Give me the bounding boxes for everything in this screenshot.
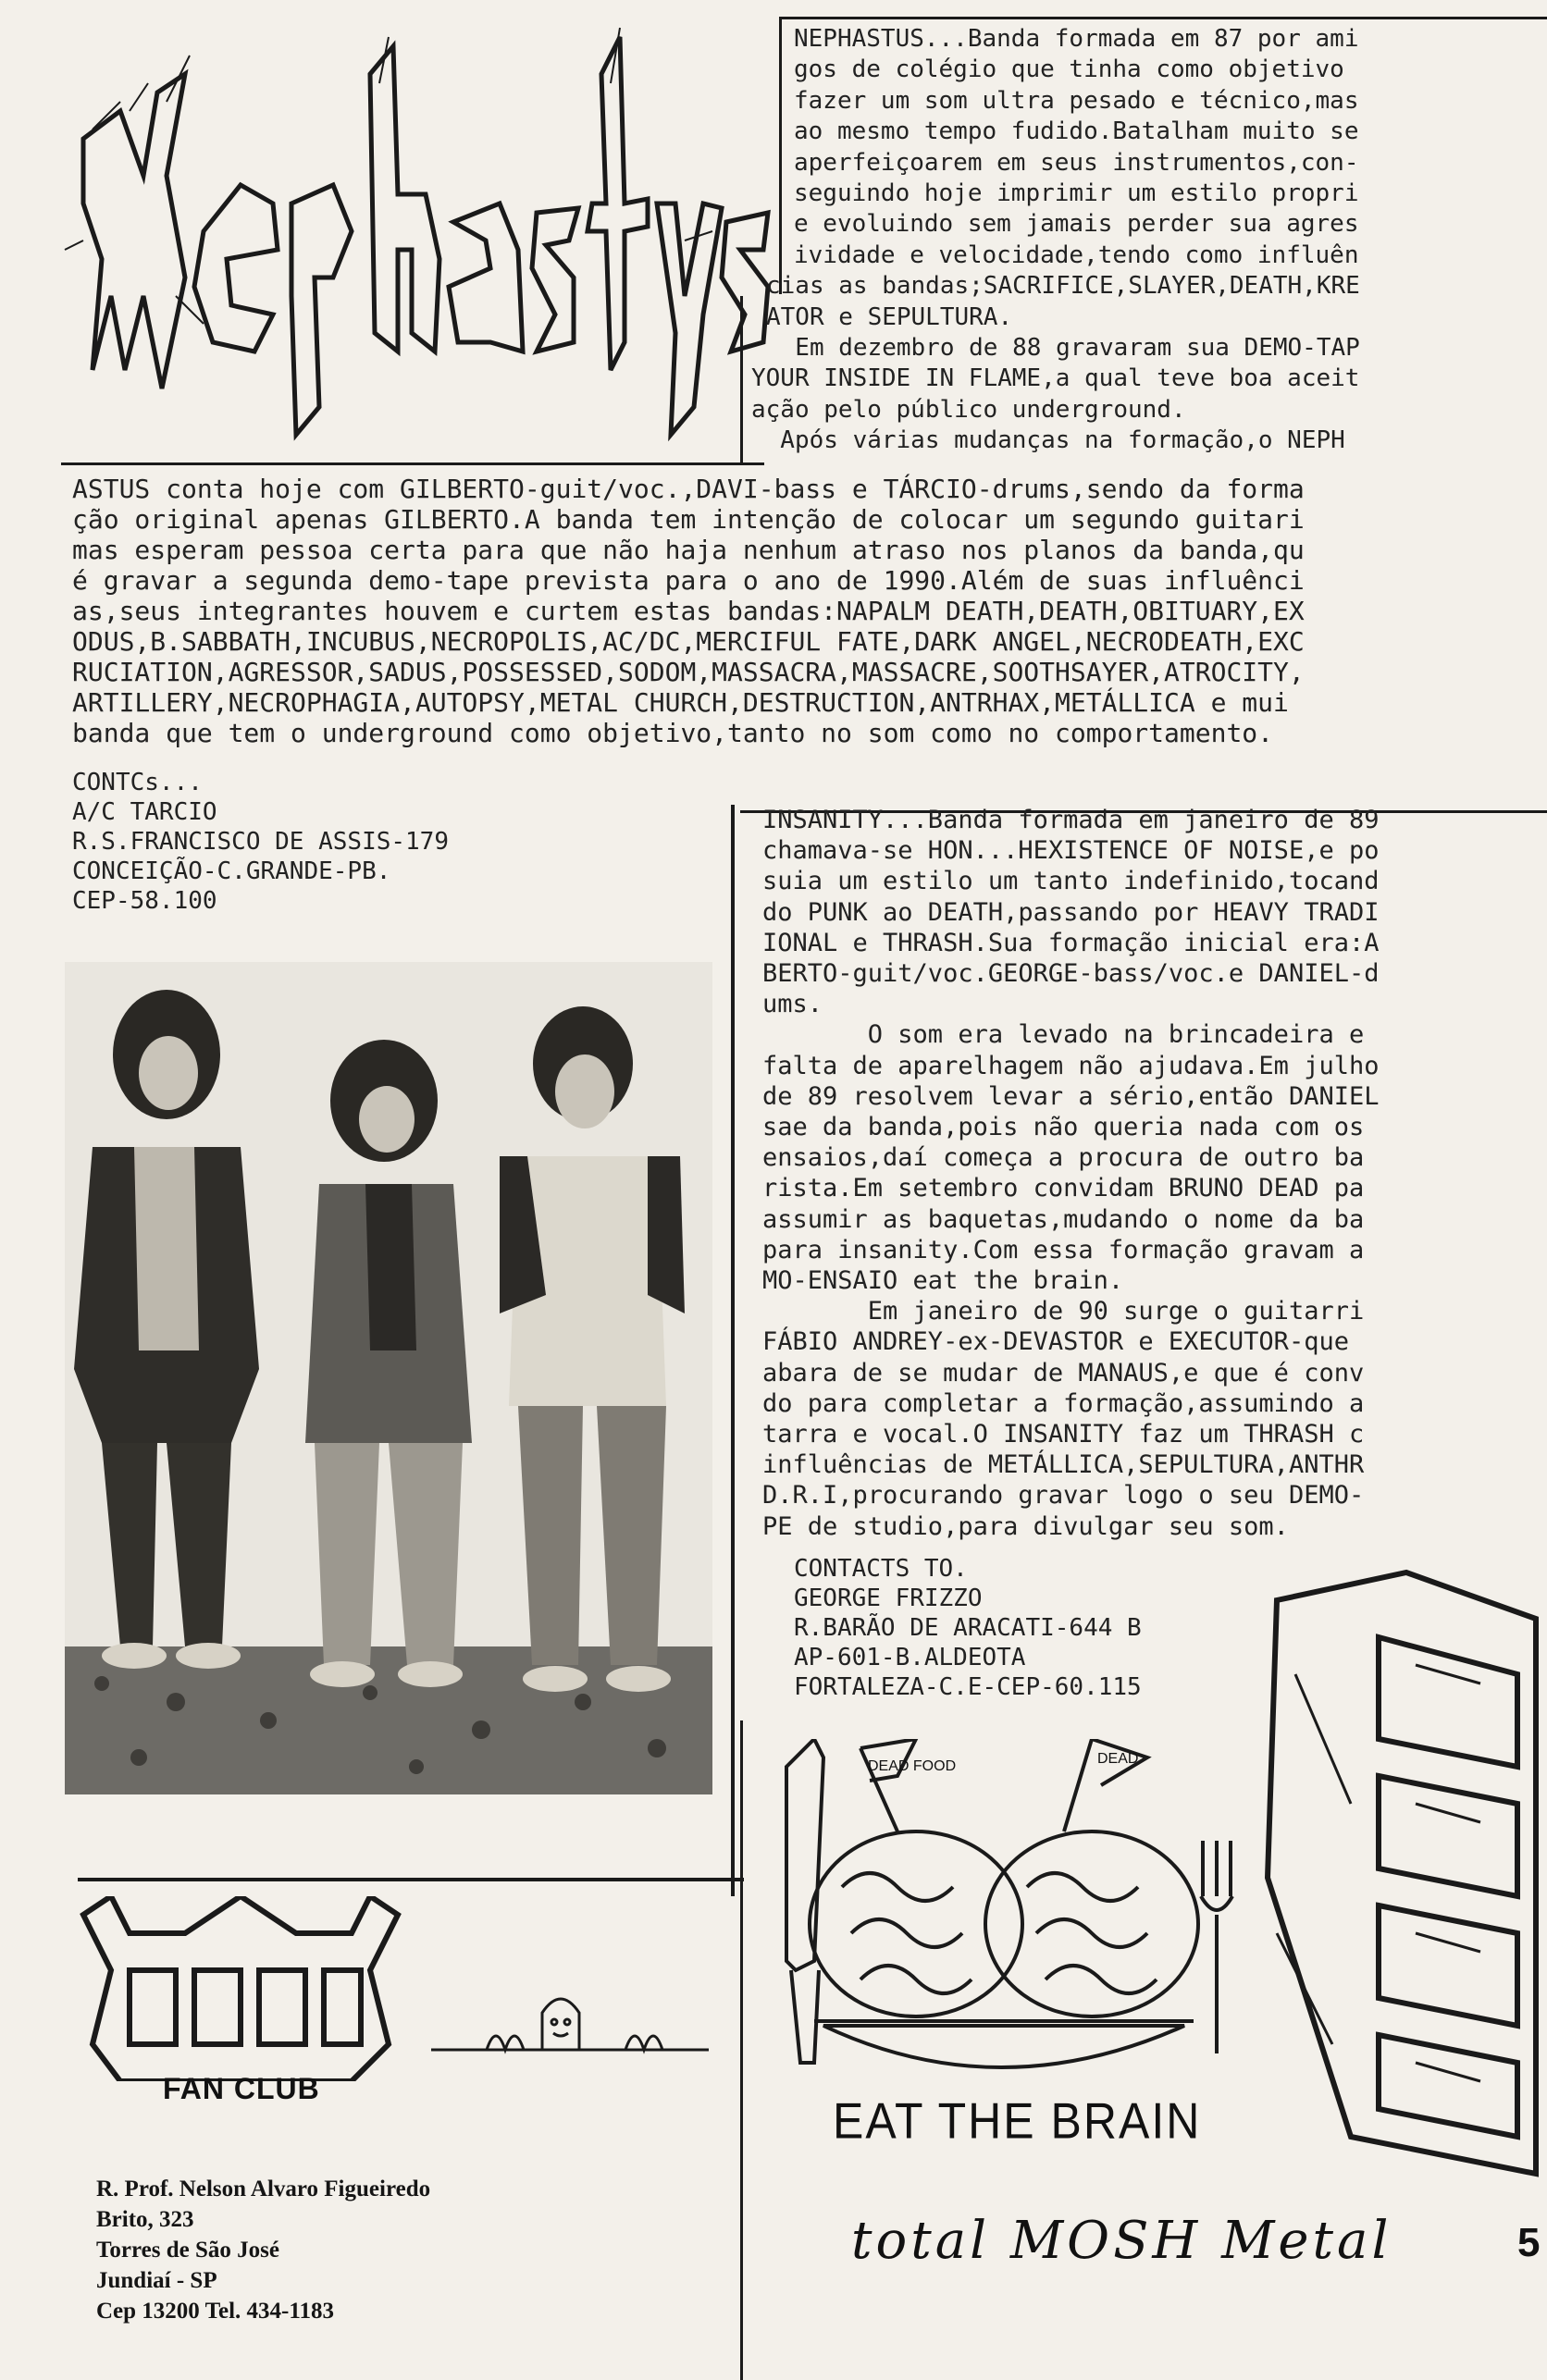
- text-line: é gravar a segunda demo-tape prevista para o ano de 1990.Além de suas influênci: [72, 565, 1305, 596]
- nephastus-logo: [56, 18, 786, 462]
- text-line: ao mesmo tempo fudido.Batalham muito se: [794, 117, 1359, 146]
- total-mosh-metal-slogan: total MOSH Metal: [851, 2211, 1392, 2271]
- brain-illustration: [759, 1739, 1240, 2090]
- flag-right-text: DEAD: [1097, 1751, 1139, 1767]
- text-line: cias as bandas;SACRIFICE,SLAYER,DEATH,KRE: [766, 272, 1360, 301]
- text-line: falta de aparelhagem não ajudava.Em julho: [762, 1051, 1380, 1080]
- text-line: do PUNK ao DEATH,passando por HEAVY TRADI: [762, 897, 1380, 927]
- text-line: R.S.FRANCISCO DE ASSIS-179: [72, 828, 449, 856]
- insanity-body-text: [762, 805, 1547, 1542]
- text-line: CONTCs...: [72, 769, 203, 796]
- text-line: ATOR e SEPULTURA.: [766, 302, 1013, 331]
- text-line: ARTILLERY,NECROPHAGIA,AUTOPSY,METAL CHURCH,DESTRUCTION,ANTRHAX,METÁLLICA e mui: [72, 687, 1289, 718]
- divider: [78, 1878, 744, 1881]
- text-line: D.R.I,procurando gravar logo o seu DEMO-: [762, 1481, 1365, 1511]
- text-line: fazer um som ultra pesado e técnico,mas: [794, 86, 1359, 115]
- text-line: CONTACTS TO.: [794, 1555, 968, 1583]
- text-line: Jundiaí - SP: [96, 2268, 217, 2293]
- text-line: seguindo hoje imprimir um estilo propri: [794, 179, 1359, 208]
- fan-club-address: [96, 2174, 466, 2326]
- text-line: R. Prof. Nelson Alvaro Figueiredo Brito, 323: [96, 2177, 431, 2232]
- corpse-logo: [74, 1896, 407, 2081]
- text-line: ação pelo público underground.: [751, 395, 1186, 424]
- text-line: RUCIATION,AGRESSOR,SADUS,POSSESSED,SODOM,MASSACRA,MASSACRE,SOOTHSAYER,ATROCITY,: [72, 657, 1305, 687]
- divider: [61, 462, 764, 465]
- text-line: aperfeiçoarem em seus instrumentos,con-: [794, 148, 1359, 177]
- text-line: GEORGE FRIZZO: [794, 1585, 983, 1612]
- text-line: de 89 resolvem levar a sério,então DANIEL: [762, 1081, 1380, 1111]
- text-line: do para completar a formação,assumindo a: [762, 1388, 1365, 1418]
- text-line: ção original apenas GILBERTO.A banda tem intenção de colocar um segundo guitari: [72, 504, 1305, 535]
- insanity-logo: [1240, 1563, 1547, 2192]
- divider: [731, 805, 735, 1896]
- text-line: e evoluindo sem jamais perder sua agres: [794, 210, 1359, 239]
- eat-the-brain-title: EAT THE BRAIN: [833, 2092, 1202, 2150]
- text-line: ensaios,daí começa a procura de outro ba: [762, 1143, 1365, 1173]
- text-line: suia um estilo um tanto indefinido,tocand: [762, 867, 1380, 896]
- text-line: Em dezembro de 88 gravaram sua DEMO-TAP: [766, 334, 1360, 363]
- text-line: NEPHASTUS...Banda formada em 87 por ami: [794, 25, 1359, 53]
- nephastus-body-text: [72, 474, 1547, 748]
- text-line: gos de colégio que tinha como objetivo: [794, 55, 1344, 84]
- text-line: ASTUS conta hoje com GILBERTO-guit/voc.,DAVI-bass e TÁRCIO-drums,sendo da forma: [72, 474, 1305, 504]
- text-line: FÁBIO ANDREY-ex-DEVASTOR e EXECUTOR-que: [762, 1327, 1349, 1357]
- nephastus-intro-text: [751, 24, 1547, 457]
- text-line: IONAL e THRASH.Sua formação inicial era:A: [762, 928, 1380, 957]
- text-line: chamava-se HON...HEXISTENCE OF NOISE,e po: [762, 836, 1380, 866]
- insanity-contacts: [794, 1554, 1312, 1702]
- text-line: ODUS,B.SABBATH,INCUBUS,NECROPOLIS,AC/DC,MERCIFUL FATE,DARK ANGEL,NECRODEATH,EXC: [72, 626, 1305, 657]
- text-line: MO-ENSAIO eat the brain.: [762, 1266, 1124, 1296]
- fan-club-label: FAN CLUB: [163, 2072, 320, 2105]
- text-line: rista.Em setembro convidam BRUNO DEAD pa: [762, 1174, 1365, 1203]
- text-line: ividade e velocidade,tendo como influên: [794, 240, 1359, 269]
- text-line: mas esperam pessoa certa para que não haja nenhum atraso nos planos da banda,qu: [72, 535, 1305, 565]
- text-line: banda que tem o underground como objetivo,tanto no som como no comportamento.: [72, 718, 1274, 748]
- text-line: R.BARÃO DE ARACATI-644 B: [794, 1614, 1142, 1642]
- divider: [779, 17, 782, 294]
- text-line: influências de METÁLLICA,SEPULTURA,ANTHR: [762, 1450, 1365, 1480]
- text-line: para insanity.Com essa formação gravam a: [762, 1235, 1365, 1264]
- text-line: abara de se mudar de MANAUS,e que é conv: [762, 1358, 1365, 1387]
- divider: [781, 17, 1547, 19]
- divider: [740, 296, 743, 462]
- text-line: A/C TARCIO: [72, 798, 217, 826]
- ghost-doodle: [431, 1985, 709, 2059]
- text-line: O som era levado na brincadeira e: [762, 1020, 1365, 1050]
- text-line: BERTO-guit/voc.GEORGE-bass/voc.e DANIEL-d: [762, 959, 1380, 989]
- text-line: ums.: [762, 990, 823, 1019]
- text-line: INSANITY...Banda formada em janeiro de 89: [762, 806, 1380, 834]
- text-line: Em janeiro de 90 surge o guitarri: [762, 1297, 1365, 1326]
- divider: [740, 1720, 743, 2380]
- text-line: CEP-58.100: [72, 887, 217, 915]
- text-line: PE de studio,para divulgar seu som.: [762, 1511, 1289, 1541]
- text-line: tarra e vocal.O INSANITY faz um THRASH c: [762, 1420, 1365, 1449]
- flag-left-text: DEAD FOOD: [868, 1758, 957, 1774]
- text-line: FORTALEZA-C.E-CEP-60.115: [794, 1673, 1142, 1701]
- nephastus-contacts: [72, 768, 553, 916]
- text-line: Torres de São José: [96, 2238, 279, 2263]
- text-line: as,seus integrantes houvem e curtem estas bandas:NAPALM DEATH,DEATH,OBITUARY,EX: [72, 596, 1305, 626]
- text-line: Após várias mudanças na formação,o NEPH: [751, 426, 1345, 455]
- text-line: Cep 13200 Tel. 434-1183: [96, 2299, 334, 2324]
- text-line: assumir as baquetas,mudando o nome da ba: [762, 1204, 1365, 1234]
- text-line: CONCEIÇÃO-C.GRANDE-PB.: [72, 857, 391, 885]
- text-line: sae da banda,pois não queria nada com os: [762, 1113, 1365, 1142]
- page-number: 5: [1517, 2220, 1541, 2265]
- band-photo: [65, 962, 712, 1794]
- text-line: AP-601-B.ALDEOTA: [794, 1644, 1026, 1671]
- text-line: YOUR INSIDE IN FLAME,a qual teve boa aceit: [751, 364, 1360, 393]
